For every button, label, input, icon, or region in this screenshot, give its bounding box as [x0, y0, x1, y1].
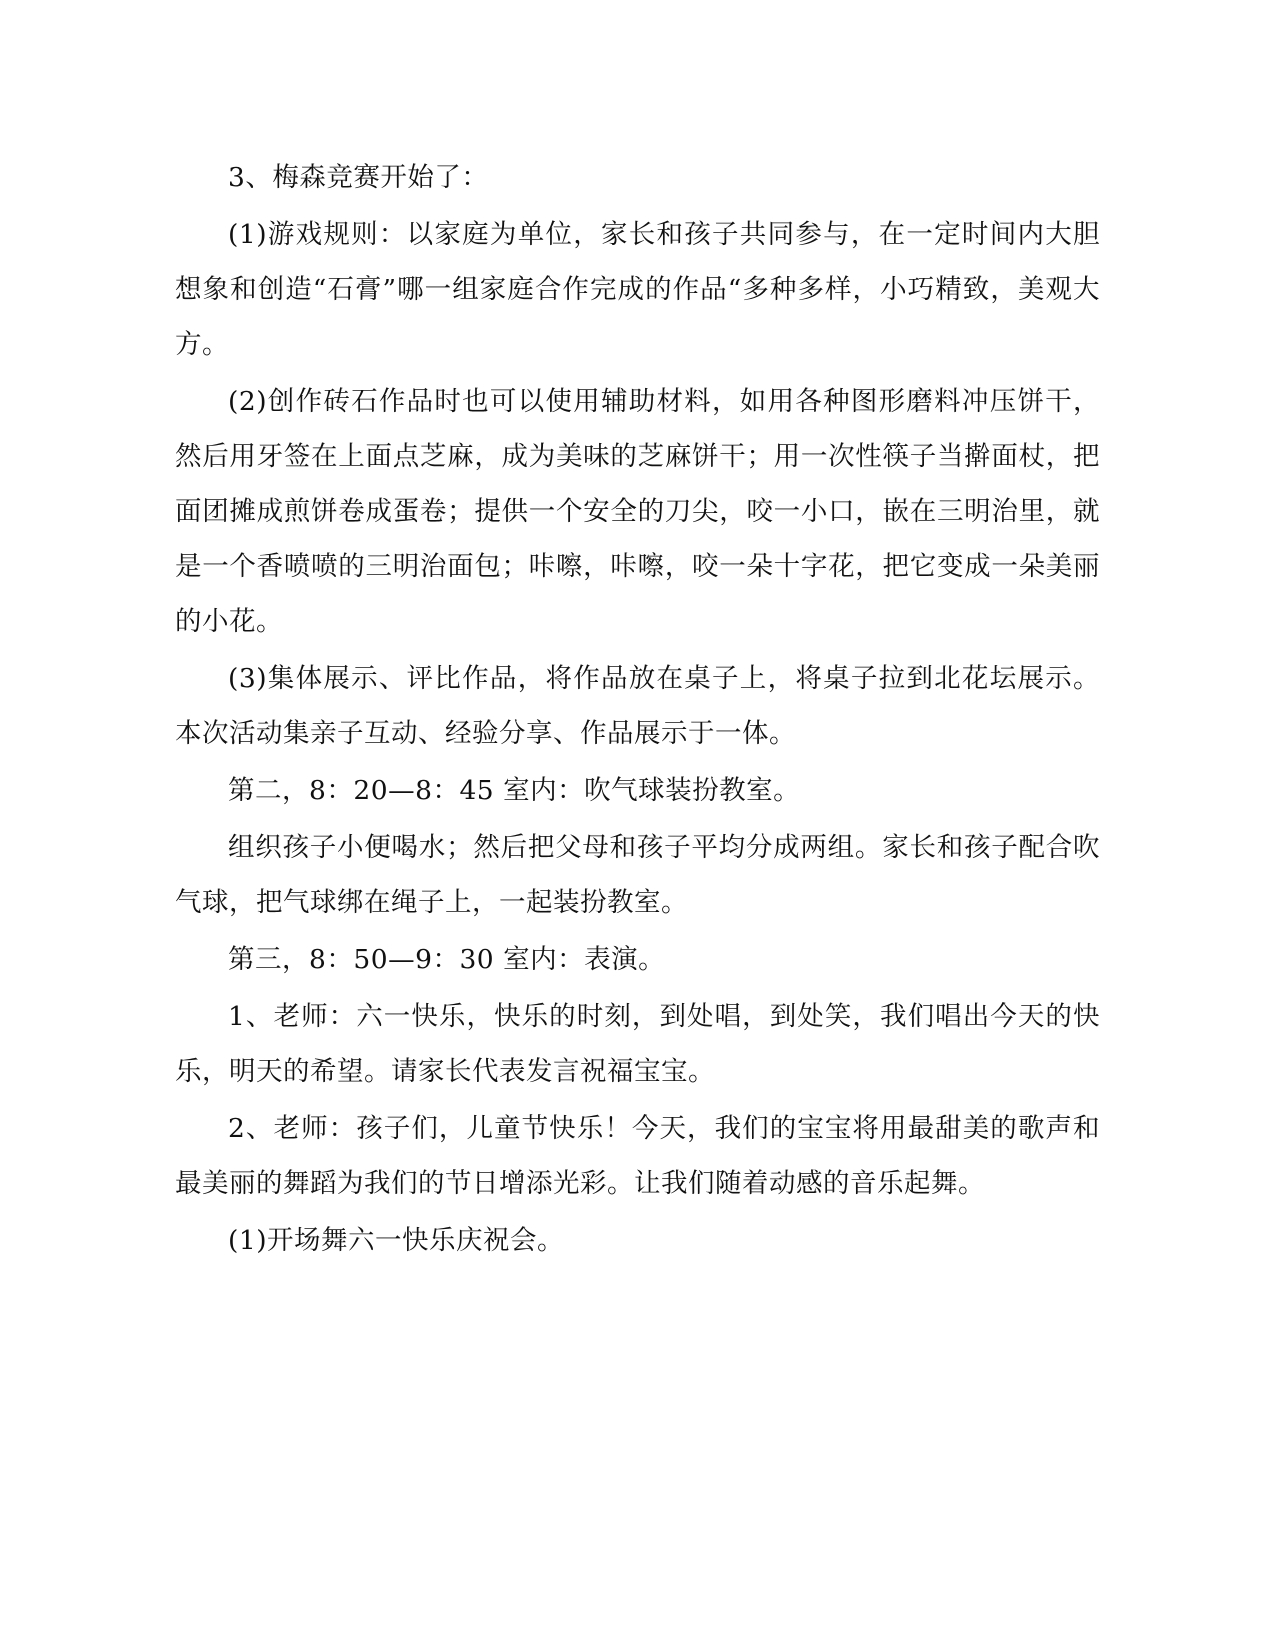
paragraph: 3、梅森竞赛开始了： [228, 162, 489, 193]
paragraph: (1)游戏规则：以家庭为单位，家长和孩子共同参与，在一定时间内大胆想象和创造“石膏”哪一组家庭合作完成的作品“多种多样，小巧精致，美观大方。 [175, 219, 1100, 360]
paragraph: 第三，8：50—9：30 室内：表演。 [228, 944, 666, 975]
paragraph: 组织孩子小便喝水；然后把父母和孩子平均分成两组。家长和孩子配合吹气球，把气球绑在绳子上，一起装扮教室。 [175, 832, 1100, 918]
document-body [175, 150, 1100, 1268]
paragraph: (3)集体展示、评比作品，将作品放在桌子上，将桌子拉到北花坛展示。本次活动集亲子互动、经验分享、作品展示于一体。 [175, 663, 1100, 749]
paragraph: 2、老师：孩子们，儿童节快乐！今天，我们的宝宝将用最甜美的歌声和最美丽的舞蹈为我们的节日增添光彩。让我们随着动感的音乐起舞。 [175, 1113, 1100, 1199]
paragraph: 1、老师：六一快乐，快乐的时刻，到处唱，到处笑，我们唱出今天的快乐，明天的希望。请家长代表发言祝福宝宝。 [175, 1001, 1100, 1087]
paragraph: (2)创作砖石作品时也可以使用辅助材料，如用各种图形磨料冲压饼干，然后用牙签在上面点芝麻，成为美味的芝麻饼干；用一次性筷子当擀面杖，把面团摊成煎饼卷成蛋卷；提供一个安全的刀尖，咬一小口，嵌在三明治里，就是一个香喷喷的三明治面包；咔嚓，咔嚓，咬一朵十字花，把它变成一朵美丽的小花。 [175, 386, 1100, 637]
paragraph: (1)开场舞六一快乐庆祝会。 [228, 1225, 565, 1256]
paragraph: 第二，8：20—8：45 室内：吹气球装扮教室。 [228, 775, 801, 806]
